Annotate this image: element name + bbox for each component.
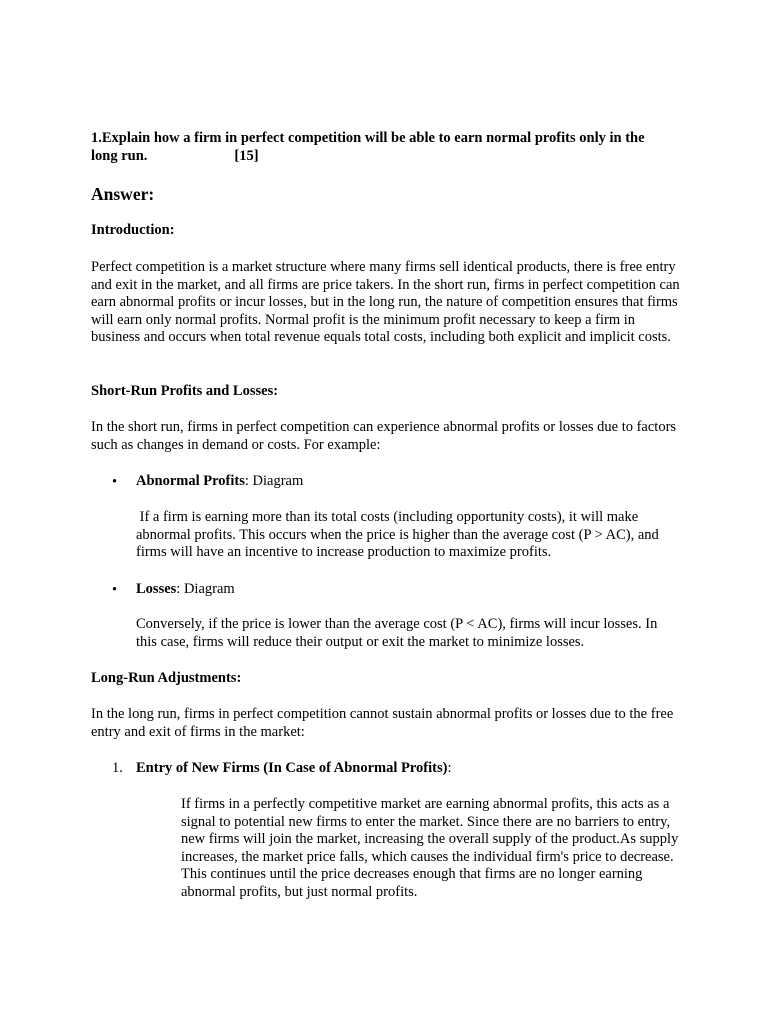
list-item-suffix: : Diagram (244, 473, 304, 489)
short-run-paragraph: In the short run, firms in perfect competition can experience abnormal profits or losses due to factors such as changes in demand or costs. For example: (91, 419, 677, 453)
list-item-term: Entry of New Firms (In Case of Abnormal Profits) (136, 760, 448, 776)
introduction-heading: Introduction: (91, 222, 175, 238)
abnormal-profits-paragraph: If a firm is earning more than its total costs (including opportunity costs), it will make abnormal profits. This occurs when the price is higher than the average cost (P > AC), and firms will have an incentive to increase production to maximize profits. (136, 509, 663, 560)
list-item-suffix: : Diagram (176, 581, 235, 597)
long-run-heading: Long-Run Adjustments: (91, 670, 242, 686)
question-marks: [15] (234, 147, 259, 164)
answer-heading: Answer: (91, 184, 155, 204)
question-line-1: 1.Explain how a firm in perfect competition will be able to earn normal profits only in the (91, 130, 645, 146)
bullet-marker: • (112, 474, 118, 490)
list-item-losses (136, 581, 676, 599)
list-item-term: Abnormal Profits (136, 473, 245, 489)
losses-paragraph: Conversely, if the price is lower than the average cost (P < AC), firms will incur losses. In this case, firms will reduce their output or exit the market to minimize losses. (136, 616, 658, 650)
list-number: 1. (112, 760, 123, 776)
question-line-2-text: long run. (91, 147, 148, 164)
bullet-marker: • (112, 582, 118, 598)
long-run-paragraph: In the long run, firms in perfect competition cannot sustain abnormal profits or losses due to the free entry and exit of firms in the market: (91, 706, 674, 740)
introduction-paragraph: Perfect competition is a market structure where many firms sell identical products, there is free entry and exit in the market, and all firms are price takers. In the short run, firms in perfect competition can earn abnormal profits or incur losses, but in the long run, the nature of competition ensures that firms will earn only normal profits. Normal profit is the minimum profit necessary to keep a firm in business and occurs when total revenue equals total costs, including both explicit and implicit costs. (91, 259, 680, 345)
entry-of-new-firms-paragraph: If firms in a perfectly competitive market are earning abnormal profits, this acts as a signal to potential new firms to enter the market. Since there are no barriers to entry, new firms will join the market, increasing the overall supply of the product.As supply increases, the market price falls, which causes the individual firm's price to decrease. This continues until the price decreases enough that firms are no longer earning abnormal profits, but just normal profits. (181, 796, 679, 900)
list-item-suffix: : (447, 760, 452, 776)
short-run-heading: Short-Run Profits and Losses: (91, 383, 279, 399)
question-line-2 (91, 148, 691, 166)
list-item-abnormal-profits (136, 473, 676, 491)
list-item-term: Losses (136, 581, 177, 597)
list-item-entry-of-new-firms (136, 760, 676, 778)
question-title (91, 130, 691, 165)
